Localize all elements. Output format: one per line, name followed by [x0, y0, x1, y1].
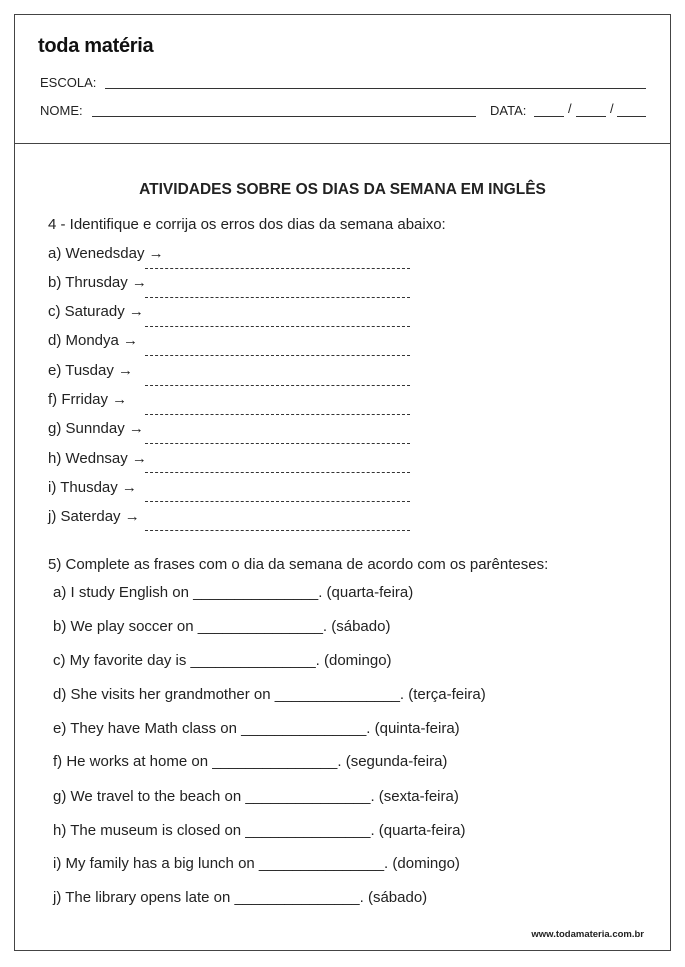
q5-item-f: f) He works at home on _______________. (segunda-feira) — [53, 753, 448, 770]
q5-item-h: h) The museum is closed on _______________. (quarta-feira) — [53, 822, 466, 839]
date-day-field[interactable] — [534, 116, 564, 117]
q4-item-i: i) Thusday → — [48, 479, 137, 496]
q4-answer-line-a[interactable] — [145, 268, 410, 269]
q4-answer-line-b[interactable] — [145, 297, 410, 298]
nome-label: NOME: — [40, 103, 83, 118]
logo: toda matéria — [38, 35, 154, 57]
q5-item-c: c) My favorite day is _______________. (domingo) — [53, 652, 392, 669]
q4-answer-line-e[interactable] — [145, 385, 410, 386]
q5-item-j: j) The library opens late on _______________. (sábado) — [53, 889, 428, 906]
q5-item-i: i) My family has a big lunch on _______________. (domingo) — [53, 855, 460, 872]
q4-item-c: c) Saturady → — [48, 303, 144, 320]
q4-answer-line-j[interactable] — [145, 530, 410, 531]
q4-answer-line-c[interactable] — [145, 326, 410, 327]
q4-answer-line-i[interactable] — [145, 501, 410, 502]
page-title: ATIVIDADES SOBRE OS DIAS DA SEMANA EM INGLÊS — [139, 181, 546, 198]
nome-field[interactable] — [92, 116, 476, 117]
question-4-prompt: 4 - Identifique e corrija os erros dos dias da semana abaixo: — [48, 216, 446, 233]
q4-answer-line-g[interactable] — [145, 443, 410, 444]
escola-label: ESCOLA: — [40, 75, 97, 90]
escola-field[interactable] — [105, 88, 646, 89]
q4-item-d: d) Mondya → — [48, 332, 139, 349]
date-month-field[interactable] — [576, 116, 606, 117]
q4-item-f: f) Frriday → — [48, 391, 128, 408]
q5-item-a: a) I study English on _______________. (quarta-feira) — [53, 584, 414, 601]
q4-item-g: g) Sunnday → — [48, 420, 144, 437]
data-label: DATA: — [490, 103, 527, 118]
q4-item-j: j) Saterday → — [48, 508, 140, 525]
q5-item-b: b) We play soccer on _______________. (sábado) — [53, 618, 391, 635]
q4-answer-line-f[interactable] — [145, 414, 410, 415]
footer-url: www.todamateria.com.br — [531, 929, 644, 940]
worksheet — [14, 14, 671, 951]
date-separator: / — [568, 101, 572, 116]
q4-answer-line-h[interactable] — [145, 472, 410, 473]
question-5-prompt: 5) Complete as frases com o dia da semana de acordo com os parênteses: — [48, 556, 549, 573]
q4-item-e: e) Tusday → — [48, 362, 134, 379]
date-separator: / — [610, 101, 614, 116]
q5-item-e: e) They have Math class on _______________. (quinta-feira) — [53, 720, 460, 737]
q5-item-g: g) We travel to the beach on _______________. (sexta-feira) — [53, 788, 459, 805]
q4-item-b: b) Thrusday → — [48, 274, 147, 291]
header-divider — [15, 143, 670, 144]
q5-item-d: d) She visits her grandmother on _______________. (terça-feira) — [53, 686, 486, 703]
date-year-field[interactable] — [617, 116, 646, 117]
q4-item-a: a) Wenedsday → — [48, 245, 164, 262]
q4-item-h: h) Wednsay → — [48, 450, 147, 467]
q4-answer-line-d[interactable] — [145, 355, 410, 356]
